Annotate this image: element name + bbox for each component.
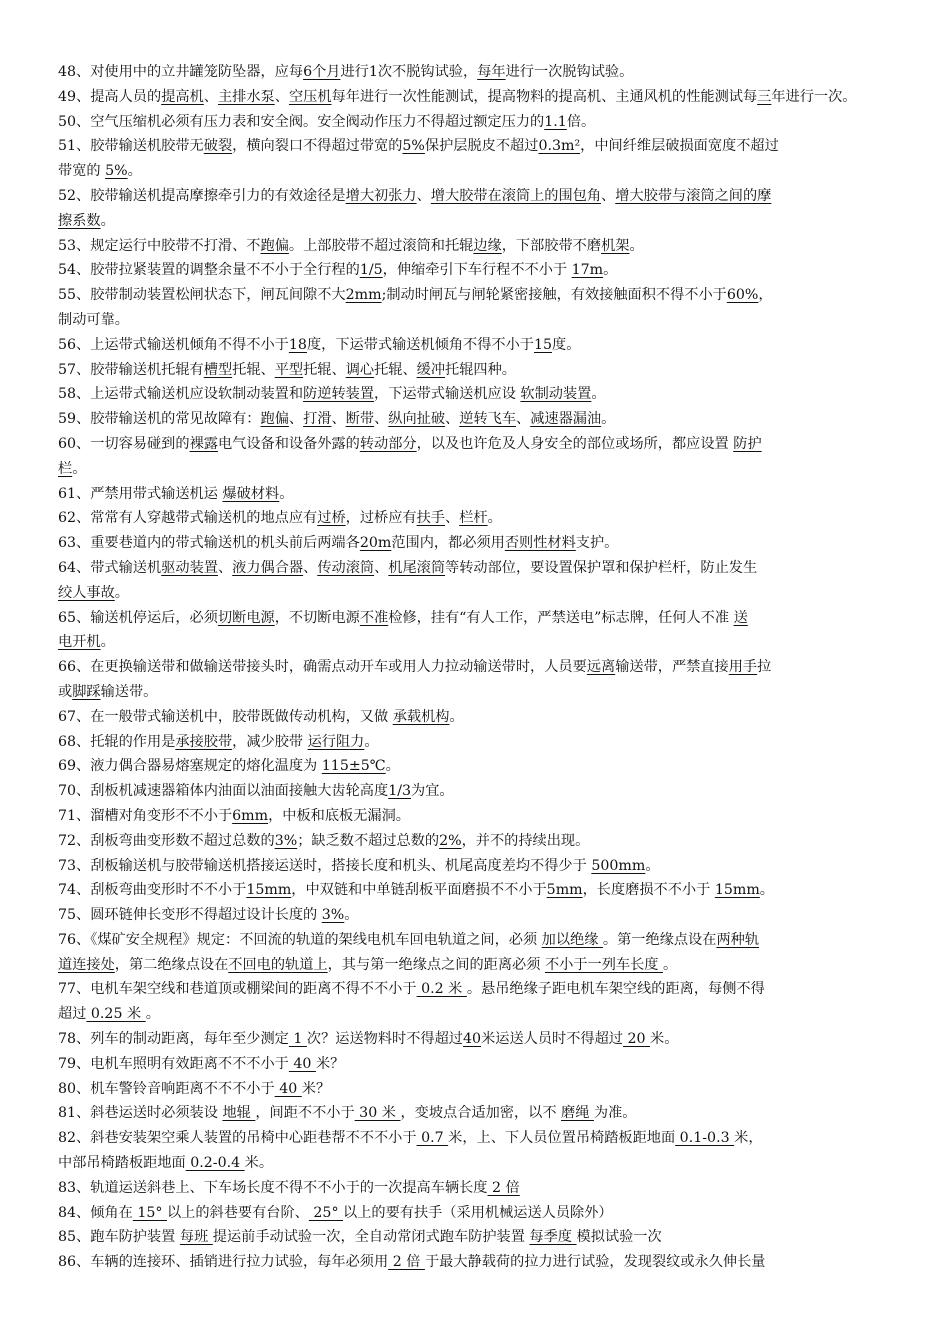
text-segment: 米？: [315, 1055, 345, 1072]
answer-blank: 2 倍: [388, 1254, 425, 1271]
text-line: [58, 779, 950, 804]
text-segment: 托辊、: [232, 361, 275, 378]
text-line: [58, 308, 950, 333]
answer-blank: 60%: [726, 287, 759, 304]
text-segment: 等转动部位，要设置保护罩和保护栏杆，防止发生: [445, 559, 758, 576]
text-segment: 制动可靠。: [58, 311, 129, 328]
answer-blank: 40: [463, 1031, 482, 1048]
answer-blank: 0.7: [416, 1130, 449, 1147]
text-segment: 62、常常有人穿越带式输送机的地点应有: [58, 510, 318, 527]
text-segment: 86、车辆的连接环、插销进行拉力试验，每年必须用: [58, 1254, 389, 1271]
text-line: [58, 630, 950, 655]
answer-blank: 40: [274, 1080, 302, 1097]
text-line: [58, 209, 950, 234]
answer-blank: 驱动装置: [161, 559, 218, 576]
answer-blank: 17m: [571, 262, 604, 279]
answer-blank: 每班: [179, 1229, 213, 1246]
text-segment: 。: [364, 733, 379, 750]
text-line: [58, 110, 950, 135]
text-segment: 中部吊椅踏板距地面: [58, 1155, 186, 1172]
answer-blank: 15mm: [246, 882, 292, 899]
answer-blank: 防护: [733, 435, 762, 452]
answer-blank: 1.1: [544, 113, 567, 130]
text-segment: 每年进行一次性能测试，提高物料的提高机、主通风机的性能测试每: [331, 88, 758, 105]
answer-blank: 切断电源: [217, 609, 275, 626]
text-segment: 。: [72, 460, 87, 477]
answer-blank: 增大初张力: [345, 187, 417, 204]
answer-blank: 1/3: [388, 783, 412, 800]
answer-blank: 15°: [132, 1204, 167, 1221]
text-line: [58, 953, 950, 978]
answer-blank: 20: [622, 1031, 651, 1048]
text-line: [58, 382, 950, 407]
text-line: [58, 606, 950, 631]
answer-blank: 0.3m²: [538, 138, 581, 155]
text-segment: ，不切断电源: [274, 609, 360, 626]
text-segment: 83、轨道运送斜巷上、下车场长度不得不不小于的一次提高车辆长度: [58, 1179, 488, 1196]
text-segment: 进行1次不脱钩试验，: [340, 64, 478, 80]
text-segment: 。: [344, 907, 359, 924]
text-segment: 次？运送物料时不得超过: [306, 1031, 463, 1048]
answer-blank: 主排水泵: [217, 88, 275, 105]
text-segment: 、: [445, 411, 460, 428]
text-segment: ；缺乏数不超过总数的: [297, 832, 440, 849]
text-segment: 、: [416, 187, 431, 204]
text-line: [58, 680, 950, 705]
answer-blank: 加以绝缘: [541, 931, 603, 948]
text-line: [58, 407, 950, 432]
text-line: [58, 1077, 950, 1102]
answer-blank: 脚踩: [72, 683, 101, 700]
answer-blank: 断带: [345, 411, 375, 428]
text-segment: 、: [331, 411, 346, 428]
text-segment: 年进行一次。: [771, 88, 857, 105]
answer-blank: 逆转飞车: [459, 411, 517, 428]
text-segment: 70、刮板机减速器箱体内油面以油面接触大齿轮高度: [58, 783, 389, 800]
text-segment: 。: [591, 386, 606, 403]
text-segment: 。: [629, 237, 644, 254]
text-line: [58, 581, 950, 606]
text-line: [58, 1052, 950, 1077]
text-segment: 电气设备和设备外露的: [217, 435, 360, 452]
text-segment: 79、电机车照明有效距离不不不小于: [58, 1055, 289, 1072]
text-segment: ，变坡点合适加密，以不: [400, 1105, 562, 1122]
text-segment: 米？: [301, 1080, 331, 1097]
text-segment: 71、溜槽对角变形不不小于: [58, 807, 233, 824]
answer-blank: 不小于一列车长度: [544, 956, 663, 973]
text-segment: ，减少胶带: [232, 733, 308, 750]
text-segment: 52、胶带输送机提高摩擦牵引力的有效途径是: [58, 187, 346, 204]
text-segment: ，伸缩牵引下车行程不不小于: [382, 262, 572, 279]
text-segment: 80、机车警铃音响距离不不不小于: [58, 1080, 275, 1097]
text-line: [58, 705, 950, 730]
text-line: [58, 1151, 950, 1176]
answer-blank: 5%: [105, 163, 128, 180]
text-segment: 57、胶带输送机托辊有: [58, 361, 204, 378]
answer-blank: 三: [757, 88, 772, 105]
answer-blank: 否则性材料: [504, 535, 576, 552]
text-segment: 保护层脱皮不超过: [424, 138, 539, 155]
answer-blank: 30 米: [354, 1105, 401, 1122]
answer-blank: 调心: [345, 361, 375, 378]
answer-blank: 500mm: [591, 857, 646, 874]
answer-blank: 增大胶带在滚筒上的围包角: [430, 187, 602, 204]
text-segment: 、: [444, 510, 460, 527]
text-segment: ，以及也许危及人身安全的部位或场所，都应设置: [416, 435, 734, 452]
text-segment: 范围内，都必须用: [391, 535, 505, 552]
text-segment: ，中间纤维层破损面宽度不超过: [580, 138, 779, 155]
text-segment: 支护。: [575, 535, 619, 552]
text-line: [58, 358, 950, 383]
text-line: [58, 977, 950, 1002]
text-segment: 49、提高人员的: [58, 88, 162, 105]
text-line: [58, 928, 950, 953]
text-line: [58, 903, 950, 928]
text-line: [58, 1027, 950, 1052]
answer-blank: 扶手: [416, 510, 445, 527]
answer-blank: 电开机: [58, 634, 101, 651]
text-segment: 以上的要有扶手（采用机械运送人员除外）: [343, 1204, 613, 1221]
text-segment: 84、倾角在: [58, 1204, 133, 1221]
answer-blank: 平型: [274, 361, 304, 378]
answer-blank: 6个月: [303, 64, 341, 80]
text-segment: 58、上运带式输送机应设软制动装置和: [58, 386, 304, 403]
text-segment: 拉: [757, 659, 772, 676]
answer-blank: 传动滚筒: [317, 559, 375, 576]
answer-blank: 每年: [477, 64, 506, 80]
text-segment: 69、液力偶合器易熔塞规定的熔化温度为: [58, 758, 322, 775]
text-segment: 51、胶带输送机胶带无: [58, 138, 204, 155]
text-segment: 带宽的: [58, 163, 106, 180]
text-segment: ，第二绝缘点设在: [114, 956, 229, 973]
text-segment: 78、列车的制动距离，每年至少测定: [58, 1031, 289, 1048]
text-line: [58, 531, 950, 556]
text-segment: 。: [127, 163, 142, 180]
text-segment: 输送带，严禁直接: [615, 659, 729, 676]
text-segment: 。: [645, 857, 660, 874]
text-segment: 。上部胶带不超过滚筒和托辊: [288, 237, 474, 254]
text-line: [58, 1126, 950, 1151]
text-segment: 。悬吊绝缘子距电机车架空线的距离，每侧不得: [466, 981, 765, 998]
text-segment: ;制动时闸瓦与闸轮紧密接触，有效接触面积不得不小于: [381, 287, 727, 304]
text-segment: 54、胶带拉紧装置的调整余量不不小于全行程的: [58, 262, 360, 279]
answer-blank: 机架: [601, 237, 630, 254]
text-segment: 、: [516, 411, 531, 428]
text-segment: 倍。: [566, 113, 596, 130]
text-segment: 。: [385, 758, 400, 775]
answer-blank: 不准: [359, 609, 389, 626]
text-segment: 或: [58, 683, 73, 700]
answer-blank: 破裂: [203, 138, 233, 155]
answer-blank: 运行阻力: [307, 733, 365, 750]
answer-blank: 两种轨: [716, 931, 760, 948]
answer-blank: 2%: [439, 832, 462, 849]
text-line: [58, 1250, 950, 1275]
answer-blank: 20m: [359, 535, 392, 552]
text-segment: 、: [217, 559, 233, 576]
text-segment: ，下运带式输送机应设: [374, 386, 521, 403]
answer-blank: 2 倍: [487, 1179, 520, 1196]
answer-blank: 每季度: [529, 1229, 577, 1246]
text-segment: 。: [100, 212, 115, 229]
text-segment: 48、对使用中的立井罐笼防坠器，应每: [58, 64, 304, 80]
text-line: [58, 556, 950, 581]
text-segment: ，长度磨损不不小于: [582, 882, 715, 899]
text-segment: 、: [374, 559, 389, 576]
answer-blank: 栏: [58, 460, 73, 477]
answer-blank: 栏杆: [459, 510, 488, 527]
answer-blank: 2mm: [345, 287, 382, 304]
text-line: [58, 184, 950, 209]
text-segment: 检修，挂有“有人工作，严禁送电”标志牌，任何人不准: [388, 609, 734, 626]
answer-blank: 道连接处: [58, 956, 115, 973]
text-line: [58, 258, 950, 283]
text-line: [58, 730, 950, 755]
answer-blank: 5%: [402, 138, 425, 155]
answer-blank: 18: [288, 336, 307, 353]
answer-blank: 0.25 米: [86, 1006, 146, 1023]
answer-blank: 防逆转装置: [303, 386, 375, 403]
answer-blank: 3%: [274, 832, 298, 849]
answer-blank: 承载机构: [392, 708, 450, 725]
text-segment: ，: [758, 287, 773, 304]
text-segment: 。: [114, 584, 129, 601]
text-segment: 53、规定运行中胶带不打滑、不: [58, 237, 261, 254]
answer-blank: 提高机: [161, 88, 204, 105]
answer-blank: 爆破材料: [222, 485, 280, 502]
text-segment: ，并不的持续出现。: [461, 832, 590, 849]
answer-blank: 5mm: [546, 882, 583, 899]
text-segment: 59、胶带输送机的常见故障有：: [58, 411, 261, 428]
text-segment: 托辊、: [374, 361, 417, 378]
text-segment: 65、输送机停运后，必须: [58, 609, 218, 626]
answer-blank: 裸露: [189, 435, 218, 452]
answer-blank: 空压机: [288, 88, 332, 105]
answer-blank: 15mm: [714, 882, 760, 899]
text-segment: 。第一绝缘点设在: [602, 931, 717, 948]
text-segment: 66、在更换输送带和做输送带接头时，确需点动开车或用人力拉动输送带时，人员要: [58, 659, 587, 676]
text-segment: 61、严禁用带式输送机运: [58, 485, 223, 502]
answer-blank: 打滑: [303, 411, 332, 428]
text-segment: 73、刮板输送机与胶带输送机搭接运送时，搭接长度和机头、机尾高度差均不得少于: [58, 857, 592, 874]
text-segment: 、: [203, 88, 218, 105]
text-line: [58, 482, 950, 507]
text-segment: ，下部胶带不磨: [501, 237, 602, 254]
text-line: [58, 754, 950, 779]
text-segment: ，间距不不小于: [255, 1105, 355, 1122]
answer-blank: 0.1-0.3: [675, 1130, 735, 1147]
answer-blank: 15: [533, 336, 553, 353]
text-line: [58, 234, 950, 259]
answer-blank: 绞人事故: [58, 584, 115, 601]
text-segment: ，中双链和中单链刮板平面磨损不不小于: [291, 882, 547, 899]
text-segment: 81、斜巷运送时必须装设: [58, 1105, 223, 1122]
answer-blank: 115±5℃: [321, 758, 386, 775]
text-segment: 72、刮板弯曲变形数不超过总数的: [58, 832, 275, 849]
answer-blank: 1/5: [359, 262, 383, 279]
answer-blank: 纵向扯破: [388, 411, 446, 428]
text-line: [58, 283, 950, 308]
text-line: [58, 878, 950, 903]
text-line: [58, 60, 950, 85]
text-segment: 、: [303, 559, 318, 576]
text-segment: 85、跑车防护装置: [58, 1229, 180, 1246]
text-segment: ，其与第一绝缘点之间的距离必须: [327, 956, 545, 973]
text-segment: 、: [288, 411, 304, 428]
text-segment: 、: [274, 88, 289, 105]
text-segment: 50、空气压缩机必须有压力表和安全阀。安全阀动作压力不得超过额定压力的: [58, 113, 545, 130]
text-segment: 米，上、下人员位置吊椅踏板距地面: [448, 1130, 676, 1147]
text-line: [58, 1101, 950, 1126]
text-line: [58, 1002, 950, 1027]
text-segment: 63、重要巷道内的带式输送机的机头前后两端各: [58, 535, 360, 552]
text-segment: 为准。: [593, 1105, 637, 1122]
text-segment: 77、电机车架空线和巷道顶或棚梁间的距离不得不不小于: [58, 981, 417, 998]
text-segment: 67、在一般带式输送机中，胶带既做传动机构，又做: [58, 708, 393, 725]
text-segment: 。: [449, 708, 464, 725]
text-line: [58, 1176, 950, 1201]
text-line: [58, 854, 950, 879]
answer-blank: 转动部分: [359, 435, 417, 452]
answer-blank: 液力偶合器: [232, 559, 304, 576]
text-line: [58, 1201, 950, 1226]
text-segment: 米。: [650, 1031, 679, 1048]
text-segment: 。: [662, 956, 678, 973]
text-segment: 64、带式输送机: [58, 559, 162, 576]
text-line: [58, 432, 950, 457]
text-line: [58, 159, 950, 184]
text-segment: 75、圆环链伸长变形不得超过设计长度的: [58, 907, 322, 924]
text-line: [58, 804, 950, 829]
answer-blank: 承接胶带: [175, 733, 233, 750]
text-line: [58, 1225, 950, 1250]
text-segment: 60、一切容易碰到的: [58, 435, 190, 452]
answer-blank: 减速器漏油: [530, 411, 602, 428]
text-segment: 度，下运带式输送机倾角不得不小于: [306, 336, 534, 353]
answer-blank: 25°: [308, 1204, 344, 1221]
text-segment: 68、托辊的作用是: [58, 733, 176, 750]
answer-blank: 0.2 米: [416, 981, 467, 998]
answer-blank: 送: [733, 609, 748, 626]
text-segment: 。: [601, 411, 616, 428]
answer-blank: 用手: [728, 659, 758, 676]
text-segment: 米。: [244, 1155, 274, 1172]
text-segment: 、: [601, 187, 616, 204]
answer-blank: 远离: [586, 659, 616, 676]
text-segment: 米，: [734, 1130, 763, 1147]
text-segment: 74、刮板弯曲变形时不不小于: [58, 882, 247, 899]
text-line: [58, 655, 950, 680]
text-segment: ，中板和底板无漏洞。: [268, 807, 410, 824]
answer-blank: 增大胶带与滚筒之间的摩: [615, 187, 772, 204]
answer-blank: 机尾滚筒: [388, 559, 446, 576]
text-segment: 。: [279, 485, 294, 502]
answer-blank: 6mm: [232, 807, 269, 824]
answer-blank: 跑偏: [260, 411, 289, 428]
text-segment: 提运前手动试验一次，全自动常闭式跑车防护装置: [212, 1229, 530, 1246]
answer-blank: 地辊: [222, 1105, 256, 1122]
text-segment: 。: [603, 262, 618, 279]
text-segment: 82、斜巷安装架空乘人装置的吊椅中心距巷帮不不不小于: [58, 1130, 417, 1147]
answer-blank: 40: [288, 1055, 316, 1072]
text-segment: 为宜。: [411, 783, 454, 800]
answer-blank: 不回电的轨道上: [228, 956, 328, 973]
text-line: [58, 829, 950, 854]
text-segment: 模拟试验一次: [576, 1229, 662, 1246]
text-segment: 。: [759, 882, 774, 899]
answer-blank: 磨绳: [561, 1105, 594, 1122]
text-segment: 以上的斜巷要有台阶、: [166, 1204, 309, 1221]
text-line: [58, 506, 950, 531]
text-segment: 、: [374, 411, 389, 428]
answer-blank: 3%: [321, 907, 345, 924]
text-segment: 55、胶带制动装置松闸状态下，闸瓦间隙不大: [58, 287, 346, 304]
text-line: [58, 457, 950, 482]
answer-blank: 1: [288, 1031, 307, 1048]
text-segment: 56、上运带式输送机倾角不得不小于: [58, 336, 289, 353]
text-segment: ，过桥应有: [345, 510, 417, 527]
text-segment: 。: [145, 1006, 160, 1023]
answer-blank: 边缘: [473, 237, 502, 254]
text-line: [58, 85, 950, 110]
text-segment: 进行一次脱钩试验。: [505, 64, 634, 80]
text-segment: 托辊、: [303, 361, 346, 378]
text-line: [58, 333, 950, 358]
text-segment: 。: [100, 634, 115, 651]
answer-blank: 缓冲: [416, 361, 446, 378]
text-segment: 。: [487, 510, 502, 527]
text-segment: 米运送人员时不得超过: [481, 1031, 623, 1048]
answer-blank: 0.2-0.4: [185, 1155, 245, 1172]
text-segment: 度。: [552, 336, 581, 353]
text-segment: 于最大静载荷的拉力进行试验，发现裂纹或永久伸长量: [424, 1254, 766, 1271]
answer-blank: 过桥: [317, 510, 346, 527]
answer-blank: 跑偏: [260, 237, 289, 254]
text-segment: ，横向裂口不得超过带宽的: [232, 138, 403, 155]
text-segment: 输送带。: [100, 683, 158, 700]
text-line: [58, 134, 950, 159]
text-segment: 76、《煤矿安全规程》规定：不回流的轨道的架线电机车回电轨道之间，必须: [58, 931, 542, 948]
answer-blank: 擦系数: [58, 212, 101, 229]
text-segment: 超过: [58, 1006, 87, 1023]
text-segment: 托辊四种。: [445, 361, 516, 378]
answer-blank: 槽型: [203, 361, 233, 378]
answer-blank: 软制动装置: [520, 386, 592, 403]
